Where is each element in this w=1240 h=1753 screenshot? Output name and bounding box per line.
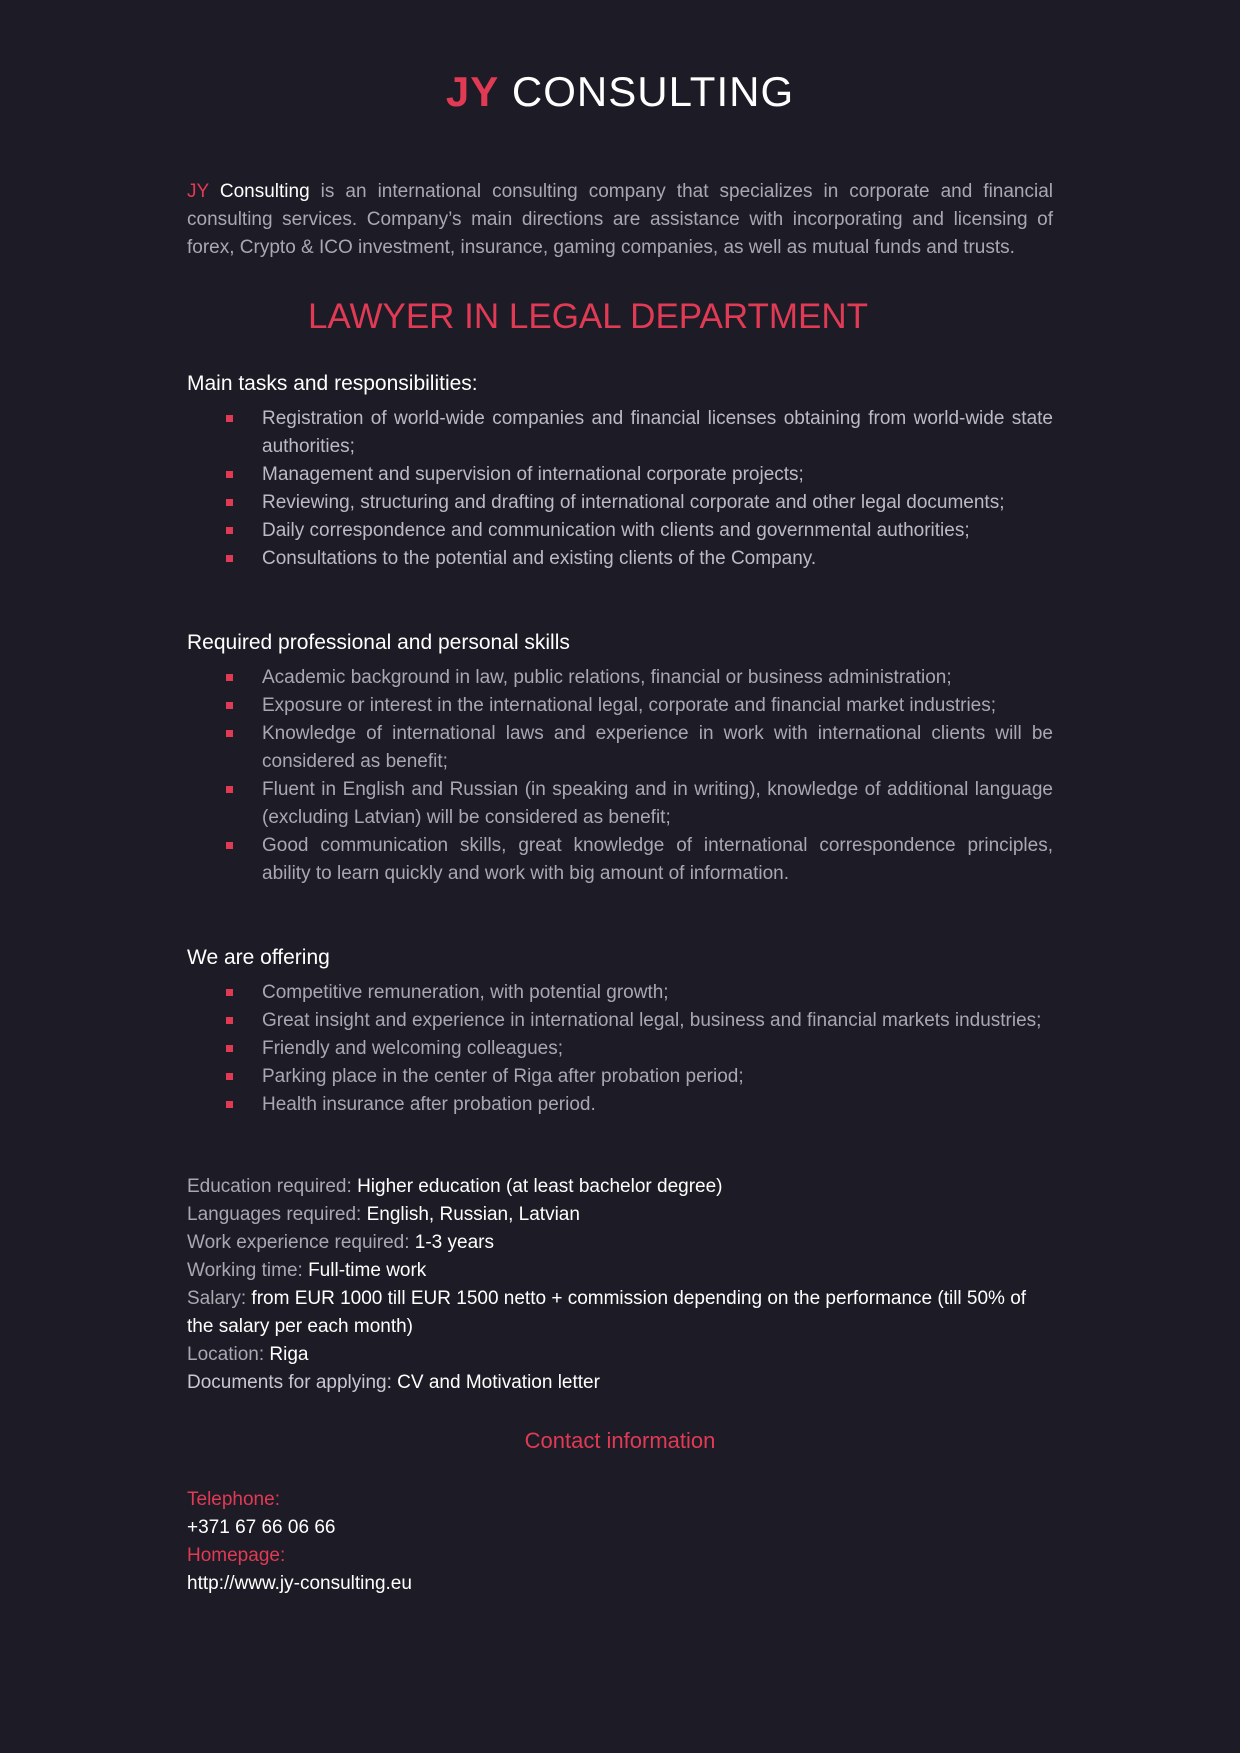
company-intro <box>187 178 1053 262</box>
bullet-icon <box>226 1045 233 1052</box>
detail-documents <box>187 1369 1053 1397</box>
list-item <box>187 1063 1053 1091</box>
bullet-icon <box>226 471 233 478</box>
list-item <box>187 1007 1053 1035</box>
logo-name: CONSULTING <box>511 68 795 115</box>
bullet-icon <box>226 786 233 793</box>
detail-value: CV and Motivation letter <box>397 1372 600 1393</box>
list-item-text: Consultations to the potential and existing clients of the Company. <box>262 548 817 569</box>
detail-value: 1-3 years <box>414 1232 494 1253</box>
list-item <box>187 1091 1053 1119</box>
detail-label: Working time: <box>187 1260 309 1281</box>
bullet-icon <box>226 842 233 849</box>
detail-label: Documents for applying: <box>187 1372 398 1393</box>
list-item <box>187 720 1053 776</box>
detail-salary <box>187 1285 1053 1341</box>
list-item-text: Friendly and welcoming colleagues; <box>262 1038 563 1059</box>
list-item-text: Knowledge of international laws and experience in work with international clients will be considered as benefit; <box>262 723 1053 772</box>
detail-label: Location: <box>187 1344 270 1365</box>
list-item <box>187 979 1053 1007</box>
job-title: LAWYER IN LEGAL DEPARTMENT <box>307 297 869 336</box>
list-item-text: Exposure or interest in the international legal, corporate and financial market industries; <box>262 695 997 716</box>
job-details <box>187 1173 1053 1397</box>
offers-heading: We are offering <box>187 946 330 969</box>
list-item <box>187 664 1053 692</box>
skills-heading: Required professional and personal skills <box>187 631 570 654</box>
detail-value: Higher education (at least bachelor degree) <box>357 1176 723 1197</box>
detail-working-time <box>187 1257 1053 1285</box>
list-item <box>187 692 1053 720</box>
list-item <box>187 832 1053 888</box>
detail-label: Work experience required: <box>187 1232 415 1253</box>
intro-brand: JY <box>187 181 209 202</box>
bullet-icon <box>226 499 233 506</box>
list-item <box>187 489 1053 517</box>
bullet-icon <box>226 730 233 737</box>
bullet-icon <box>226 527 233 534</box>
list-item-text: Registration of world-wide companies and financial licenses obtaining from world-wide state authorities; <box>262 408 1053 457</box>
detail-value: English, Russian, Latvian <box>366 1204 580 1225</box>
list-item-text: Good communication skills, great knowledge of international correspondence principles, ability to learn quickly and work with big amount of information. <box>262 835 1053 884</box>
list-item-text: Great insight and experience in international legal, business and financial markets industries; <box>262 1010 1042 1031</box>
detail-education <box>187 1173 1053 1201</box>
tasks-list <box>187 405 1053 573</box>
list-item <box>187 776 1053 832</box>
list-item <box>187 545 1053 573</box>
telephone-label: Telephone: <box>187 1489 280 1510</box>
logo-brand: JY <box>445 68 500 115</box>
detail-value: from EUR 1000 till EUR 1500 netto + commission depending on the performance (till 50% of the salary per each month) <box>187 1288 1027 1337</box>
bullet-icon <box>226 1017 233 1024</box>
bullet-icon <box>226 1101 233 1108</box>
bullet-icon <box>226 674 233 681</box>
contact-title: Contact information <box>524 1428 716 1453</box>
list-item-text: Academic background in law, public relations, financial or business administration; <box>262 667 952 688</box>
list-item-text: Fluent in English and Russian (in speaking and in writing), knowledge of additional language (excluding Latvian) will be considered as benefit; <box>262 779 1053 828</box>
list-item <box>187 461 1053 489</box>
detail-value: Full-time work <box>308 1260 427 1281</box>
intro-name: Consulting <box>219 181 310 202</box>
list-item-text: Daily correspondence and communication with clients and governmental authorities; <box>262 520 970 541</box>
list-item-text: Parking place in the center of Riga after probation period; <box>262 1066 744 1087</box>
detail-location <box>187 1341 1053 1369</box>
bullet-icon <box>226 1073 233 1080</box>
homepage-link[interactable]: http://www.jy-consulting.eu <box>187 1573 412 1594</box>
list-item-text: Reviewing, structuring and drafting of international corporate and other legal documents; <box>262 492 1005 513</box>
tasks-heading: Main tasks and responsibilities: <box>187 372 478 395</box>
bullet-icon <box>226 415 233 422</box>
list-item-text: Management and supervision of international corporate projects; <box>262 464 804 485</box>
detail-label: Languages required: <box>187 1204 367 1225</box>
bullet-icon <box>226 702 233 709</box>
homepage-label: Homepage: <box>187 1545 286 1566</box>
bullet-icon <box>226 989 233 996</box>
skills-list <box>187 664 1053 888</box>
list-item <box>187 517 1053 545</box>
detail-label: Salary: <box>187 1288 252 1309</box>
list-item <box>187 405 1053 461</box>
detail-value: Riga <box>269 1344 309 1365</box>
telephone-value: +371 67 66 06 66 <box>187 1517 336 1538</box>
offers-list <box>187 979 1053 1119</box>
detail-languages <box>187 1201 1053 1229</box>
contact-info <box>187 1486 1053 1598</box>
company-logo <box>0 62 1240 122</box>
detail-experience <box>187 1229 1053 1257</box>
bullet-icon <box>226 555 233 562</box>
list-item-text: Health insurance after probation period. <box>262 1094 596 1115</box>
list-item <box>187 1035 1053 1063</box>
detail-label: Education required: <box>187 1176 358 1197</box>
list-item-text: Competitive remuneration, with potential growth; <box>262 982 669 1003</box>
intro-text: is an international consulting company that specializes in corporate and financial consulting services. Company’s main directions are assistance with incorporating and licensing of forex, Crypto & ICO investment, insurance, gaming companies, as well as mutual funds and trusts. <box>187 181 1053 258</box>
